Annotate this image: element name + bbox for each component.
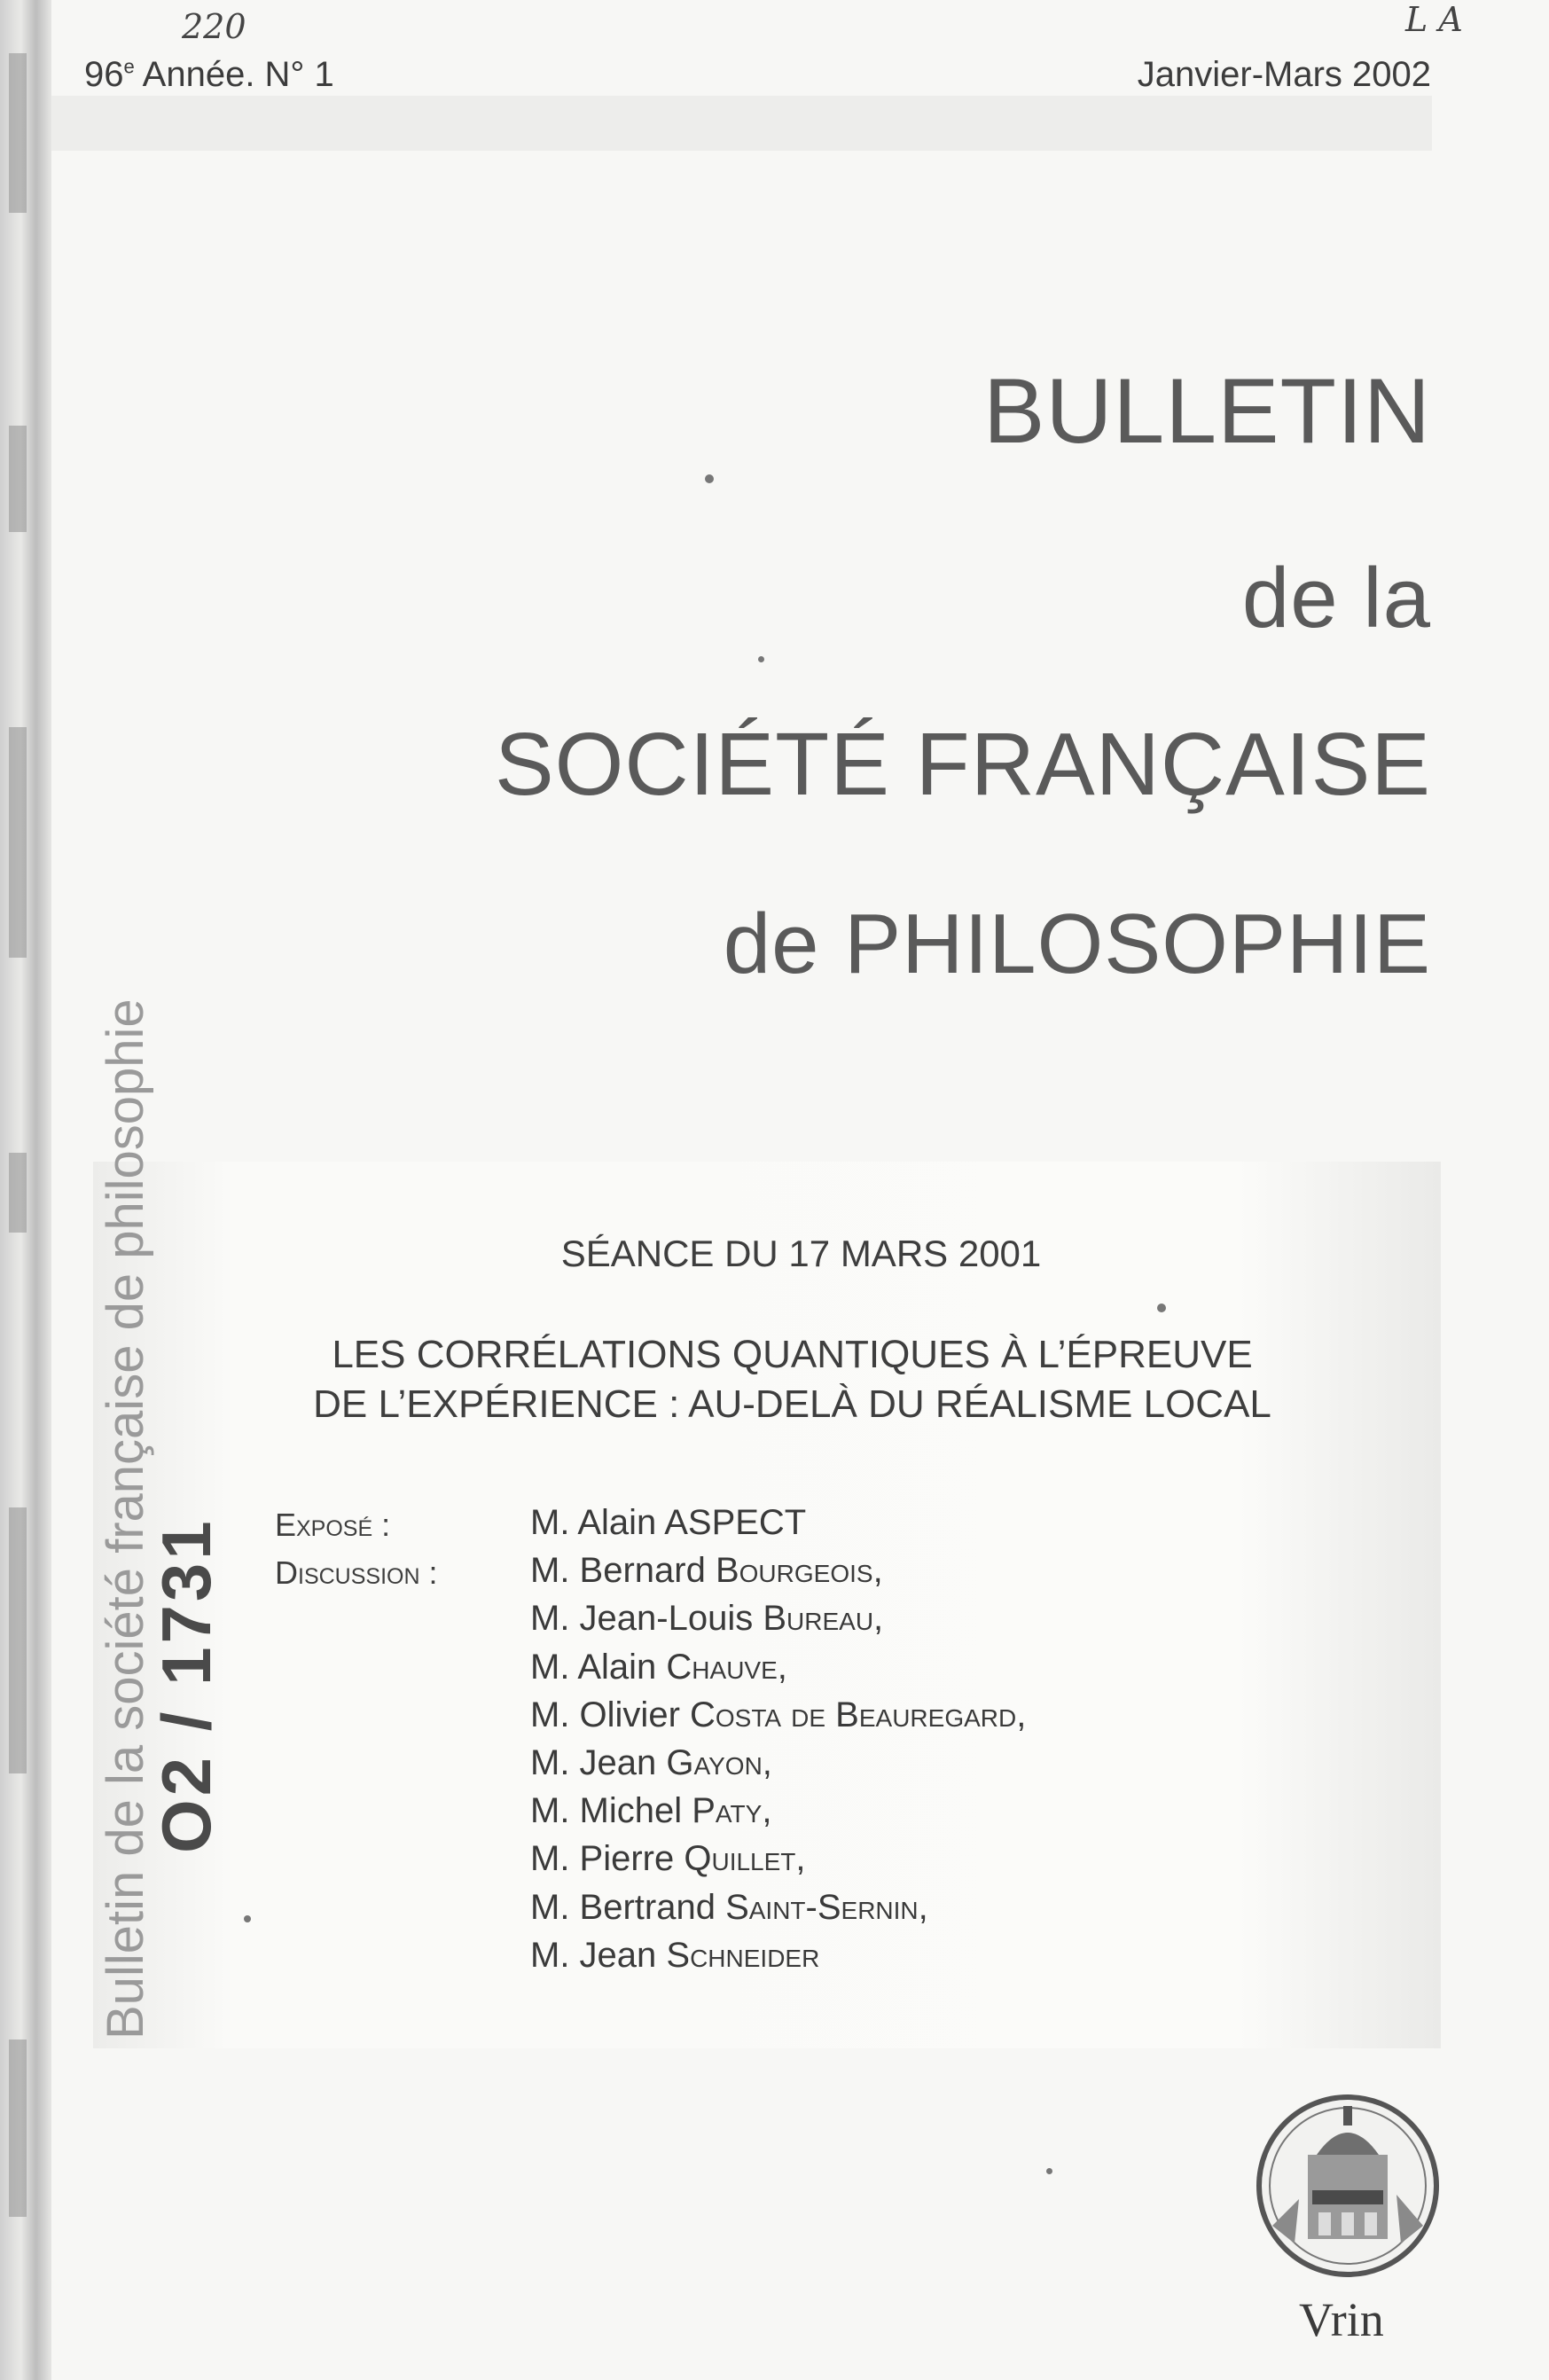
scanned-spine-edge	[0, 0, 51, 2380]
handwritten-number: 220	[182, 7, 246, 46]
library-spine-text: Bulletin de la société française de philosophie	[97, 998, 154, 2039]
discussant-name: M. Pierre Quillet,	[530, 1839, 806, 1879]
discussant-name: M. Jean Gayon,	[530, 1743, 772, 1783]
session-subject-line: DE L’EXPÉRIENCE : AU-DELÀ DU RÉALISME LOCAL	[313, 1382, 1271, 1426]
discussant-name: M. Alain Chauve,	[530, 1647, 787, 1687]
session-subject-line: LES CORRÉLATIONS QUANTIQUES À L’ÉPREUVE	[332, 1333, 1253, 1376]
discussant-name: M. Jean-Louis Bureau,	[530, 1599, 884, 1639]
session-subject	[0, 1330, 1549, 1429]
header-shade-band	[51, 96, 1432, 151]
handwritten-initials: L A	[1405, 0, 1463, 39]
title-de-la: de la	[1241, 551, 1431, 646]
issue-date: Janvier-Mars 2002	[1137, 55, 1431, 94]
title-de-philosophie: de PHILOSOPHIE	[723, 896, 1431, 991]
discussant-name: M. Michel Paty,	[530, 1791, 772, 1831]
discussant-name: M. Jean Schneider	[530, 1935, 820, 1975]
discussant-name: M. Olivier Costa de Beauregard,	[530, 1695, 1027, 1734]
speaker-name: M. Alain ASPECT	[530, 1503, 807, 1542]
publisher-logo-seal	[1255, 2093, 1441, 2279]
participant-names	[530, 1499, 1026, 1979]
discussant-name: M. Bernard Bourgeois,	[530, 1551, 883, 1591]
expose-label: Exposé :	[275, 1507, 391, 1543]
library-call-number: O2 / 1731	[147, 1517, 225, 1853]
participant-roles	[275, 1501, 438, 1597]
publisher-name: Vrin	[1299, 2293, 1384, 2346]
discussant-name: M. Bertrand Saint-Sernin,	[530, 1887, 928, 1927]
title-societe-francaise: SOCIÉTÉ FRANÇAISE	[494, 715, 1431, 814]
discussion-label: Discussion :	[275, 1554, 438, 1591]
issue-number: 96e Année. N° 1	[84, 55, 334, 94]
session-date: SÉANCE DU 17 MARS 2001	[560, 1233, 1042, 1274]
title-bulletin: BULLETIN	[982, 360, 1431, 463]
